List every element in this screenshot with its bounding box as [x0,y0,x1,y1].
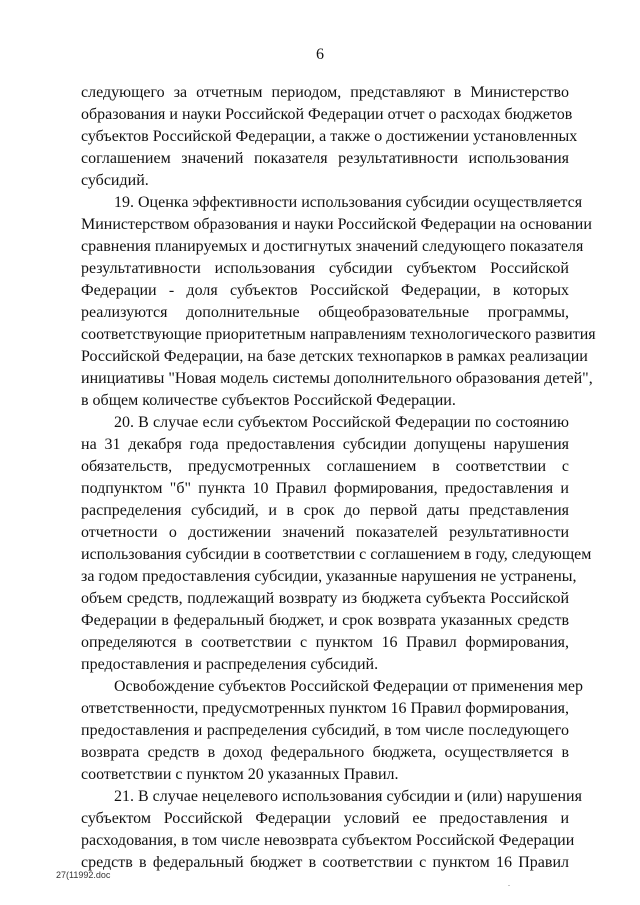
text-line: объем средств, подлежащий возврату из бюджета субъекта Российской [81,590,569,607]
text-line: следующего за отчетным периодом, представляют в Министерство [81,84,569,101]
text-line: реализуются дополнительные общеобразовательные программы, [81,304,569,321]
text-line: сравнения планируемых и достигнутых значений следующего показателя [81,238,584,255]
paragraph-release-first-line: Освобождение субъектов Российской Федерации от применения мер [114,678,583,695]
text-line: результативности использования субсидии субъектом Российской [81,260,569,277]
text-line: инициативы "Новая модель системы дополнительного образования детей", [81,370,593,387]
file-name-footer: 27(11992.doc [56,870,111,880]
text-line: соответствующие приоритетным направлениям технологического развития [81,326,596,343]
text-line: возврата средств в доход федерального бюджета, осуществляется в [81,744,569,761]
text-line: распределения субсидий, и в срок до первой даты представления [81,502,569,519]
text-line: расходования, в том числе невозврата субъектом Российской Федерации [81,832,575,849]
text-line: образования и науки Российской Федерации отчет о расходах бюджетов [81,106,573,123]
page-number: 6 [316,46,324,63]
text-line: Федерации - доля субъектов Российской Федерации, в которых [81,282,569,299]
paragraph-21-first-line: 21. В случае нецелевого использования субсидии и (или) нарушения [114,788,582,805]
text-line: субъектов Российской Федерации, а также о достижении установленных [81,128,578,145]
text-line: субъектом Российской Федерации условий ее предоставления и [81,810,569,827]
paragraph-20-first-line: 20. В случае если субъектом Российской Федерации по состоянию [114,414,569,431]
text-line: определяются в соответствии с пунктом 16 Правил формирования, [81,634,569,651]
text-line: предоставления и распределения субсидий. [81,656,379,673]
text-line: субсидий. [81,172,149,189]
paragraph-19-first-line: 19. Оценка эффективности использования субсидии осуществляется [114,194,583,211]
text-line: использования субсидии в соответствии с соглашением в году, следующем [81,546,592,563]
text-line: средств в федеральный бюджет в соответствии с пунктом 16 Правил [81,854,569,871]
text-line: предоставления и распределения субсидий, в том числе последующего [81,722,569,739]
text-line: ответственности, предусмотренных пунктом 16 Правил формирования, [81,700,569,717]
text-line: Федерации в федеральный бюджет, и срок возврата указанных средств [81,612,569,629]
text-line: отчетности о достижении значений показателей результативности [81,524,569,541]
text-line: подпунктом "б" пункта 10 Правил формирования, предоставления и [81,480,569,497]
text-line: соответствии с пунктом 20 указанных Правил. [81,766,399,783]
corner-mark: . [508,879,510,888]
text-line: обязательств, предусмотренных соглашением в соответствии с [81,458,569,475]
text-line: Российской Федерации, на базе детских технопарков в рамках реализации [81,348,588,365]
text-line: в общем количестве субъектов Российской Федерации. [81,392,456,409]
text-line: Министерством образования и науки Российской Федерации на основании [81,216,592,233]
text-line: за годом предоставления субсидии, указанные нарушения не устранены, [81,568,577,585]
text-line: на 31 декабря года предоставления субсидии допущены нарушения [81,436,569,453]
text-line: соглашением значений показателя результативности использования [81,150,569,167]
